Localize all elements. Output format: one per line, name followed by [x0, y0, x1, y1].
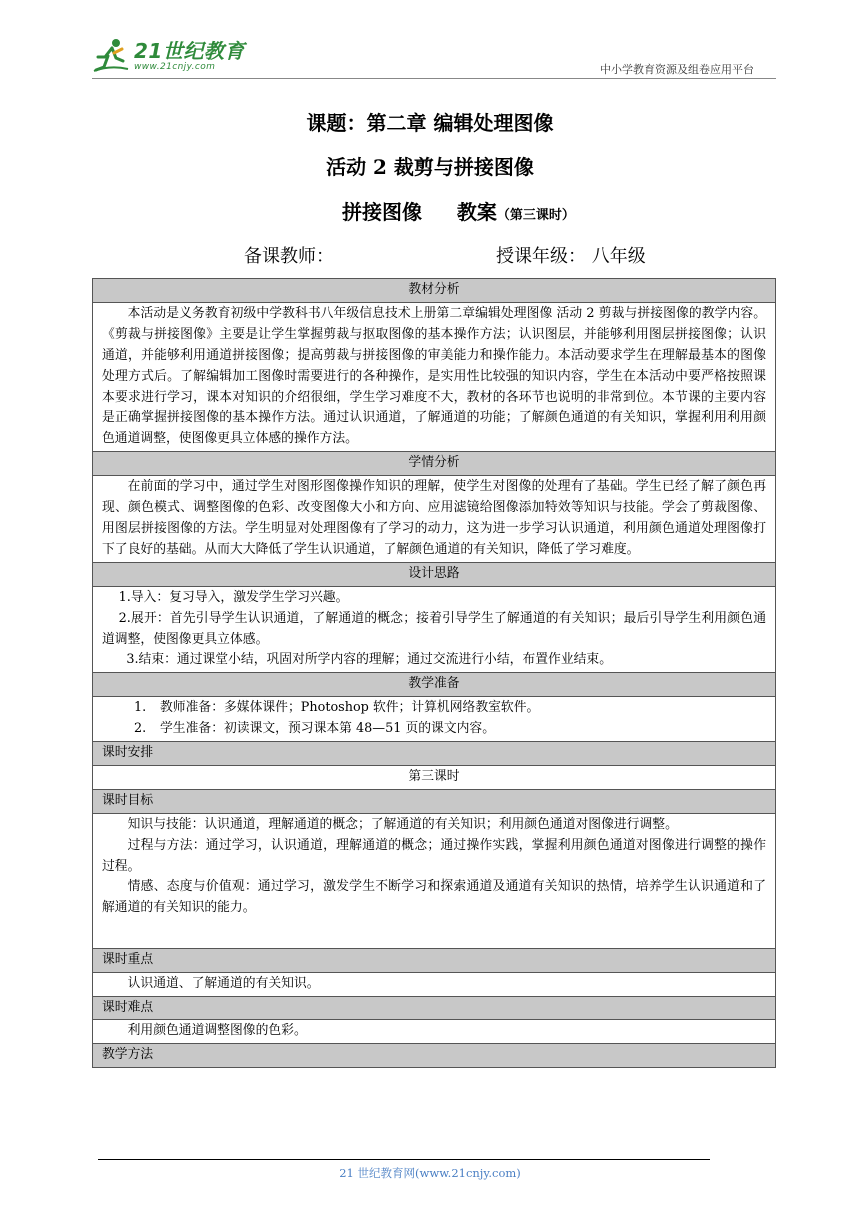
- student-analysis-text: 在前面的学习中，通过学生对图形图像操作知识的理解，使学生对图像的处理有了基础。学生已经了解了颜色再现、颜色模式、调整图像的色彩、改变图像大小和方向、应用滤镜给图像添加特效等知识与技能。学会了剪裁图像、用图层拼接图像的方法。学生明显对处理图像有了学习的动力，这为进一步学习认识通道，利用颜色通道处理图像打下了良好的基础。从而大大降低了学生认识通道，了解颜色通道的有关知识，降低了学习难度。: [102, 479, 766, 557]
- preparation-cell: [93, 697, 776, 742]
- design-item-3: 3.结束：通过课堂小结，巩固对所学内容的理解；通过交流进行小结，布置作业结束。: [126, 652, 613, 668]
- preparation-item-1: [102, 698, 766, 719]
- section-heading-difficulties: 课时难点: [93, 996, 776, 1020]
- runner-logo-icon: [92, 37, 130, 75]
- textbook-analysis-cell: [93, 302, 776, 451]
- key-points-cell: [93, 972, 776, 996]
- plan-title: [342, 196, 575, 225]
- plan-title-session: （第三课时）: [496, 208, 575, 223]
- activity-title: 活动 2 裁剪与拼接图像: [326, 155, 534, 179]
- section-heading-schedule: 课时安排: [93, 742, 776, 766]
- preparation-item-1-text: 教师准备：多媒体课件；Photoshop 软件；计算机网络教室软件。: [160, 700, 540, 716]
- section-heading-textbook: 教材分析: [93, 279, 776, 303]
- section-heading-students: 学情分析: [93, 452, 776, 476]
- section-heading-preparation: 教学准备: [93, 673, 776, 697]
- page-header: [92, 30, 776, 80]
- difficulties-cell: [93, 1020, 776, 1044]
- student-analysis-cell: [93, 476, 776, 563]
- teacher-label: 备课教师：: [244, 246, 334, 267]
- section-heading-goals: 课时目标: [93, 789, 776, 813]
- section-heading-methods: 教学方法: [93, 1044, 776, 1068]
- design-item-1: 1.导入：复习导入，激发学生学习兴趣。: [118, 589, 349, 605]
- design-item-2: 2.展开：首先引导学生认识通道，了解通道的概念；接着引导学生了解通道的有关知识；最后引导学生利用颜色通道调整，使图像更具立体感。: [102, 610, 766, 647]
- lesson-plan-table: [92, 278, 776, 1068]
- preparation-item-1-num: 1.: [134, 700, 147, 716]
- key-points-text: 认识通道、了解通道的有关知识。: [127, 975, 320, 991]
- section-heading-design: 设计思路: [93, 562, 776, 586]
- goal-item-1: 知识与技能：认识通道，理解通道的概念；了解通道的有关知识；利用颜色通道对图像进行调整。: [127, 816, 678, 832]
- preparation-item-2-text: 学生准备：初读课文，预习课本第 48—51 页的课文内容。: [160, 721, 496, 737]
- logo-url: www.21cnjy.com: [134, 61, 216, 72]
- goals-cell: [93, 813, 776, 948]
- schedule-value: 第三课时: [93, 765, 776, 789]
- difficulties-text: 利用颜色通道调整图像的色彩。: [127, 1023, 307, 1039]
- section-heading-key-points: 课时重点: [93, 948, 776, 972]
- lesson-title: 课题：第二章 编辑处理图像: [306, 111, 554, 135]
- grade-label: 授课年级： 八年级: [496, 246, 646, 267]
- logo: [92, 36, 245, 76]
- plan-title-main: 拼接图像 教案: [342, 200, 497, 224]
- platform-label: 中小学教育资源及组卷应用平台: [600, 63, 754, 76]
- footer-link[interactable]: 21 世纪教育网(www.21cnjy.com): [339, 1166, 521, 1180]
- goal-item-2: 过程与方法：通过学习，认识通道，理解通道的概念；通过操作实践，掌握利用颜色通道对图像进行调整的操作过程。: [102, 837, 766, 874]
- design-cell: [93, 586, 776, 673]
- textbook-analysis-text: 本活动是义务教育初级中学教科书八年级信息技术上册第二章编辑处理图像 活动 2 剪裁与拼接图像的教学内容。《剪裁与拼接图像》主要是让学生掌握剪裁与抠取图像的基本操作方法；认识图层，并能够利用图层拼接图像；认识通道，并能够利用通道拼接图像；提高剪裁与拼接图像的审美能力和操作能力。本活动要求学生在理解最基本的图像处理方式后。了解编辑加工图像时需要进行的各种操作，是实用性比较强的知识内容，学生在本活动中要严格按照课本要求进行学习，课本对知识的介绍很细，学生学习难度不大，教材的各环节也说明的非常到位。本节课的主要内容是正确掌握拼接图像的基本操作方法。通过认识通道，了解通道的功能；了解颜色通道的有关知识，掌握利用利用颜色通道调整，使图像更具立体感的操作方法。: [102, 305, 766, 447]
- goal-item-3: 情感、态度与价值观：通过学习，激发学生不断学习和探索通道及通道有关知识的热情，培养学生认识通道和了解通道的有关知识的能力。: [102, 879, 766, 916]
- preparation-item-2-num: 2.: [134, 721, 147, 737]
- header-divider: [92, 78, 776, 79]
- footer-divider: [98, 1159, 710, 1160]
- logo-title: 21世纪教育: [134, 38, 245, 63]
- preparation-item-2: [102, 719, 766, 740]
